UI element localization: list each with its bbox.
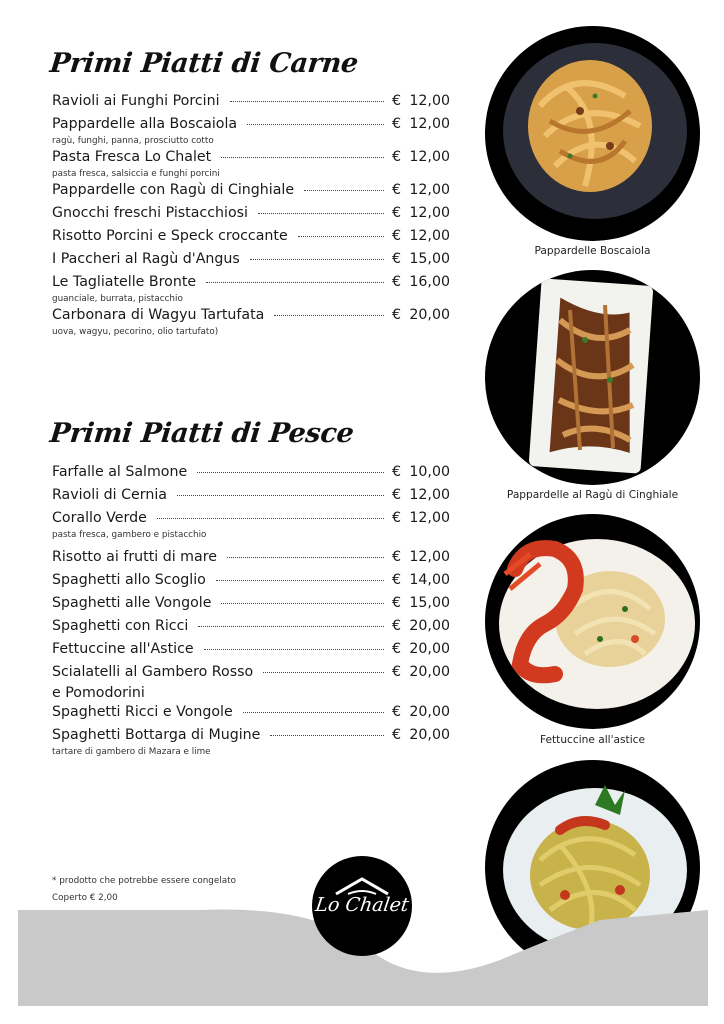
menu-item-pappardelle-alla-boscaiola bbox=[52, 116, 450, 149]
menu-item-price bbox=[392, 228, 450, 244]
menu-item-name: Spaghetti Ricci e Vongole bbox=[52, 704, 233, 720]
currency-symbol: € bbox=[392, 549, 402, 565]
logo-text: Lo Chalet bbox=[313, 894, 411, 916]
menu-item-price bbox=[392, 307, 450, 323]
menu-item-name: Scialatelli al Gambero Rosso bbox=[52, 664, 254, 680]
menu-item-line bbox=[52, 572, 450, 595]
menu-item-spaghetti-alle-vongole bbox=[52, 595, 450, 618]
photo-caption-2: Pappardelle al Ragù di Cinghiale bbox=[506, 489, 679, 501]
menu-item-price bbox=[392, 464, 450, 480]
currency-symbol: € bbox=[392, 116, 402, 132]
dot-leader bbox=[206, 282, 384, 283]
dot-leader bbox=[270, 735, 384, 736]
menu-item-fettuccine-all-astice bbox=[52, 641, 450, 664]
menu-item-name: Fettuccine all'Astice bbox=[52, 641, 194, 657]
menu-item-name: Risotto ai frutti di mare bbox=[52, 549, 217, 565]
menu-item-line bbox=[52, 641, 450, 664]
currency-symbol: € bbox=[392, 228, 402, 244]
price-value: 12,00 bbox=[409, 549, 450, 565]
dot-leader bbox=[250, 259, 384, 260]
dot-leader bbox=[221, 157, 384, 158]
menu-item-line bbox=[52, 595, 450, 618]
menu-item-le-tagliatelle-bronte bbox=[52, 274, 450, 307]
menu-item-description: tartare di gambero di Mazara e lime bbox=[52, 747, 211, 757]
price-value: 12,00 bbox=[409, 228, 450, 244]
price-value: 12,00 bbox=[409, 116, 450, 132]
price-value: 20,00 bbox=[409, 727, 450, 743]
lo-chalet-logo bbox=[312, 856, 412, 956]
dish-photo-fettuccine-astice bbox=[485, 514, 700, 729]
menu-item-description: guanciale, burrata, pistacchio bbox=[52, 294, 183, 304]
price-value: 12,00 bbox=[409, 205, 450, 221]
menu-item-description: uova, wagyu, pecorino, olio tartufato) bbox=[52, 327, 219, 337]
section-title-carne: Primi Piatti di Carne bbox=[48, 48, 360, 79]
menu-item-carbonara-di-wagyu-tartufata bbox=[52, 307, 450, 340]
menu-item-description: pasta fresca, salsiccia e funghi porcini bbox=[52, 169, 220, 179]
section-title-pesce: Primi Piatti di Pesce bbox=[48, 418, 356, 449]
menu-item-name: Risotto Porcini e Speck croccante bbox=[52, 228, 288, 244]
price-value: 15,00 bbox=[409, 595, 450, 611]
menu-item-name: Carbonara di Wagyu Tartufata bbox=[52, 307, 265, 323]
menu-item-corallo-verde bbox=[52, 510, 450, 543]
dish-photo-pappardelle-cinghiale bbox=[485, 270, 700, 485]
menu-item-price bbox=[392, 274, 450, 290]
menu-item-line bbox=[52, 618, 450, 641]
price-value: 10,00 bbox=[409, 464, 450, 480]
menu-item-line bbox=[52, 205, 450, 228]
menu-item-price bbox=[392, 595, 450, 611]
menu-item-price bbox=[392, 116, 450, 132]
menu-item-name: Pappardelle alla Boscaiola bbox=[52, 116, 238, 132]
currency-symbol: € bbox=[392, 595, 402, 611]
dot-leader bbox=[198, 626, 384, 627]
menu-item-name: Spaghetti allo Scoglio bbox=[52, 572, 206, 588]
menu-item-line bbox=[52, 182, 450, 205]
menu-item-line bbox=[52, 93, 450, 116]
dot-leader bbox=[157, 518, 384, 519]
dot-leader bbox=[274, 315, 384, 316]
price-value: 12,00 bbox=[409, 182, 450, 198]
menu-item-name: Gnocchi freschi Pistacchiosi bbox=[52, 205, 248, 221]
price-value: 15,00 bbox=[409, 251, 450, 267]
menu-item-name-continued: e Pomodorini bbox=[52, 685, 145, 701]
menu-item-name: Spaghetti con Ricci bbox=[52, 618, 189, 634]
menu-item-line bbox=[52, 228, 450, 251]
dot-leader bbox=[298, 236, 384, 237]
frozen-note: * prodotto che potrebbe essere congelato bbox=[52, 876, 236, 886]
price-value: 14,00 bbox=[409, 572, 450, 588]
dot-leader bbox=[247, 124, 384, 125]
price-value: 12,00 bbox=[409, 149, 450, 165]
menu-item-name: Farfalle al Salmone bbox=[52, 464, 188, 480]
menu-item-price bbox=[392, 182, 450, 198]
dot-leader bbox=[216, 580, 384, 581]
dot-leader bbox=[304, 190, 384, 191]
price-value: 16,00 bbox=[409, 274, 450, 290]
menu-item-price bbox=[392, 727, 450, 743]
menu-item-spaghetti-ricci-e-vongole bbox=[52, 704, 450, 727]
menu-item-price bbox=[392, 510, 450, 526]
price-value: 20,00 bbox=[409, 664, 450, 680]
currency-symbol: € bbox=[392, 704, 402, 720]
menu-item-price bbox=[392, 618, 450, 634]
menu-item-line bbox=[52, 464, 450, 487]
menu-item-line bbox=[52, 487, 450, 510]
menu-item-line bbox=[52, 704, 450, 727]
currency-symbol: € bbox=[392, 93, 402, 109]
dot-leader bbox=[258, 213, 384, 214]
menu-list-carne bbox=[52, 93, 450, 340]
currency-symbol: € bbox=[392, 307, 402, 323]
currency-symbol: € bbox=[392, 664, 402, 680]
menu-item-name: Le Tagliatelle Bronte bbox=[52, 274, 197, 290]
menu-item-pappardelle-con-ragu-di-cinghiale bbox=[52, 182, 450, 205]
price-value: 12,00 bbox=[409, 510, 450, 526]
menu-item-line bbox=[52, 549, 450, 572]
roof-icon bbox=[334, 876, 390, 896]
menu-item-line bbox=[52, 251, 450, 274]
menu-item-price bbox=[392, 572, 450, 588]
dot-leader bbox=[230, 101, 384, 102]
menu-item-line bbox=[52, 664, 450, 687]
dot-leader bbox=[204, 649, 384, 650]
menu-item-description: pasta fresca, gambero e pistacchio bbox=[52, 530, 207, 540]
currency-symbol: € bbox=[392, 274, 402, 290]
dot-leader bbox=[221, 603, 384, 604]
menu-item-gnocchi-freschi-pistacchiosi bbox=[52, 205, 450, 228]
currency-symbol: € bbox=[392, 572, 402, 588]
menu-item-name: Ravioli di Cernia bbox=[52, 487, 167, 503]
menu-item-name: I Paccheri al Ragù d'Angus bbox=[52, 251, 240, 267]
currency-symbol: € bbox=[392, 251, 402, 267]
photo-caption-1: Pappardelle Boscaiola bbox=[534, 245, 651, 257]
price-value: 20,00 bbox=[409, 704, 450, 720]
menu-item-price bbox=[392, 549, 450, 565]
menu-item-spaghetti-bottarga-di-mugine bbox=[52, 727, 450, 760]
currency-symbol: € bbox=[392, 510, 402, 526]
currency-symbol: € bbox=[392, 464, 402, 480]
menu-item-price bbox=[392, 251, 450, 267]
menu-item-name: Pappardelle con Ragù di Cinghiale bbox=[52, 182, 295, 198]
menu-item-name: Spaghetti Bottarga di Mugine bbox=[52, 727, 261, 743]
menu-item-price bbox=[392, 664, 450, 680]
menu-item-price bbox=[392, 487, 450, 503]
dish-photo-pappardelle-boscaiola bbox=[485, 26, 700, 241]
dot-leader bbox=[177, 495, 384, 496]
menu-item-price bbox=[392, 93, 450, 109]
menu-item-name: Pasta Fresca Lo Chalet bbox=[52, 149, 212, 165]
price-value: 12,00 bbox=[409, 487, 450, 503]
currency-symbol: € bbox=[392, 149, 402, 165]
menu-item-price bbox=[392, 205, 450, 221]
dot-leader bbox=[197, 472, 384, 473]
currency-symbol: € bbox=[392, 727, 402, 743]
price-value: 20,00 bbox=[409, 618, 450, 634]
menu-item-name: Spaghetti alle Vongole bbox=[52, 595, 212, 611]
menu-item-scialatelli-al-gambero-rosso bbox=[52, 664, 450, 704]
currency-symbol: € bbox=[392, 182, 402, 198]
menu-item-name: Ravioli ai Funghi Porcini bbox=[52, 93, 220, 109]
menu-item-risotto-porcini-e-speck-croccante bbox=[52, 228, 450, 251]
price-value: 20,00 bbox=[409, 641, 450, 657]
menu-item-spaghetti-con-ricci bbox=[52, 618, 450, 641]
currency-symbol: € bbox=[392, 487, 402, 503]
menu-item-pasta-fresca-lo-chalet bbox=[52, 149, 450, 182]
menu-item-ravioli-di-cernia bbox=[52, 487, 450, 510]
currency-symbol: € bbox=[392, 205, 402, 221]
currency-symbol: € bbox=[392, 641, 402, 657]
dot-leader bbox=[243, 712, 384, 713]
menu-list-pesce bbox=[52, 464, 450, 760]
menu-item-i-paccheri-al-ragu-d-angus bbox=[52, 251, 450, 274]
menu-item-price bbox=[392, 704, 450, 720]
photo-caption-3: Fettuccine all'astice bbox=[540, 734, 645, 746]
menu-item-ravioli-ai-funghi-porcini bbox=[52, 93, 450, 116]
menu-item-price bbox=[392, 641, 450, 657]
menu-item-description: ragù, funghi, panna, prosciutto cotto bbox=[52, 136, 214, 146]
currency-symbol: € bbox=[392, 618, 402, 634]
price-value: 12,00 bbox=[409, 93, 450, 109]
dot-leader bbox=[263, 672, 384, 673]
menu-item-price bbox=[392, 149, 450, 165]
menu-item-risotto-ai-frutti-di-mare bbox=[52, 549, 450, 572]
menu-item-name: Corallo Verde bbox=[52, 510, 147, 526]
cover-charge: Coperto € 2,00 bbox=[52, 893, 118, 903]
price-value: 20,00 bbox=[409, 307, 450, 323]
menu-item-spaghetti-allo-scoglio bbox=[52, 572, 450, 595]
dot-leader bbox=[227, 557, 384, 558]
menu-item-farfalle-al-salmone bbox=[52, 464, 450, 487]
